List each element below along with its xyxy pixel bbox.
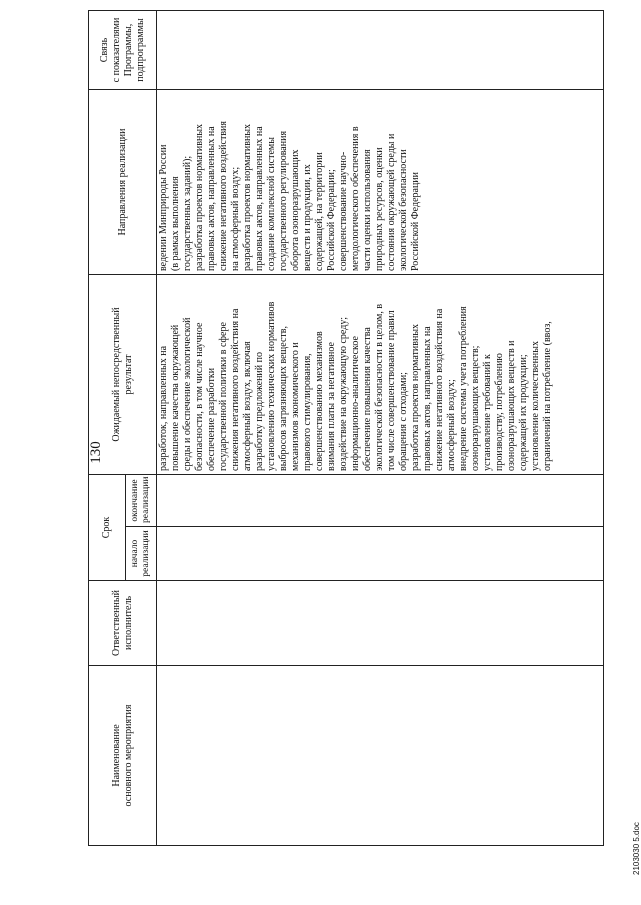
cell-end bbox=[157, 475, 604, 527]
header-row bbox=[89, 11, 126, 846]
file-reference: 2103030 5.doc bbox=[632, 822, 641, 875]
cell-start bbox=[157, 527, 604, 581]
header-term-start: начало реализации bbox=[126, 527, 157, 581]
cell-activity bbox=[157, 666, 604, 846]
cell-directions: ведении Минприроды России (в рамках выполнения государственных заданий); разработка проектов нормативных правовых актов, направленных на снижение негативного воздействия на атмосферный воздух; разработка проектов нормативных правовых актов, направленных на создание комплексной системы государственного регулирования оборота озоноразрушающих веществ и продукции, их содержащей, на территории Российской Федерации; совершенствование научно- методологического обеспечения в части оценки использования природных ресурсов, оценки состояния окружающей среды и экологической безопасности Российской Федерации bbox=[157, 90, 604, 275]
header-link: Связь с показателями Программы, подпрограммы bbox=[89, 11, 157, 90]
cell-link bbox=[157, 11, 604, 90]
header-executor: Ответственный исполнитель bbox=[89, 581, 157, 666]
header-term: Срок bbox=[89, 475, 126, 581]
header-directions: Направления реализации bbox=[89, 90, 157, 275]
program-table bbox=[88, 10, 604, 846]
header-result: Ожидаемый непосредственный результат bbox=[89, 275, 157, 475]
header-activity: Наименование основного мероприятия bbox=[89, 666, 157, 846]
table-row bbox=[157, 11, 604, 846]
cell-executor bbox=[157, 581, 604, 666]
cell-result: разработок, направленных на повышение качества окружающей среды и обеспечение экологической безопасности, в том числе научное обеспечение разработки государственной политики в сфере снижения негативного воздействия на атмосферный воздух, включая разработку предложений по установлению технических нормативов выбросов загрязняющих веществ, механизмов экономического и правового стимулирования, совершенствованию механизмов взимания платы за негативное воздействие на окружающую среду; информационно-аналитическое обеспечение повышения качества экологической безопасности в целом, в том числе совершенствование правил обращения с отходами; разработка проектов нормативных правовых актов, направленных на снижение негативного воздействия на атмосферный воздух; внедрение системы учета потребления озоноразрушающих веществ; установление требований к производству, потреблению озоноразрушающих веществ и содержащей их продукции; установление количественных ограничений на потребление (ввоз, bbox=[157, 275, 604, 475]
page-number: 130 bbox=[88, 441, 104, 464]
header-term-end: окончание реализации bbox=[126, 475, 157, 527]
